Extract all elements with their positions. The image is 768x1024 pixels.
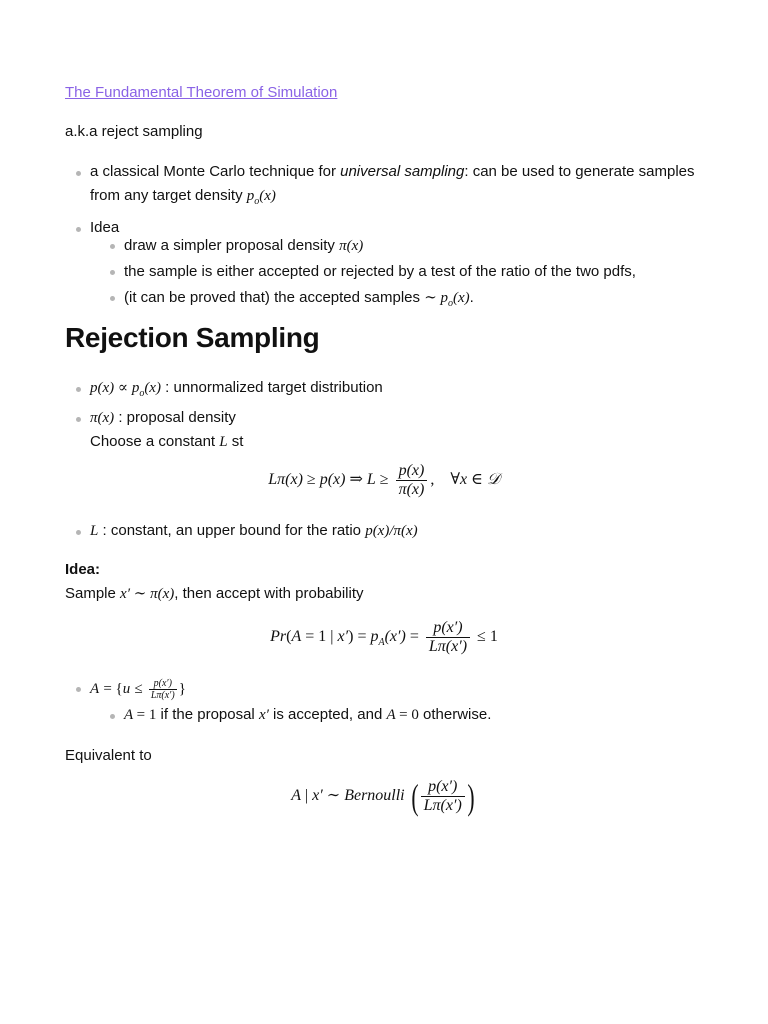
math-L: L — [219, 434, 228, 450]
item-text: is accepted, and — [268, 706, 387, 723]
list-item — [90, 406, 710, 454]
list-item — [124, 703, 724, 727]
math-sim-po: ∼ $p_o(x)$ — [424, 290, 470, 309]
math-pi-x: π(x) — [339, 238, 364, 254]
idea-label: Idea: — [65, 561, 101, 578]
item-text: from any target density — [90, 187, 243, 204]
intro-list — [90, 160, 730, 240]
item-text: a classical Monte Carlo technique for — [90, 163, 341, 180]
equivalent-text: Equivalent to — [65, 747, 152, 764]
item-text: draw a simpler proposal density — [124, 237, 335, 254]
acceptance-sublist — [124, 703, 724, 727]
item-text: : constant, an upper bound for the ratio — [98, 522, 366, 539]
item-emphasis: universal sampling — [340, 163, 465, 180]
section-title: Rejection Sampling — [65, 322, 320, 353]
math-p-prop: $p(x) \propto p_o(x)$ — [90, 380, 161, 399]
sample-prefix: Sample — [65, 585, 121, 602]
list-item — [90, 160, 730, 214]
math-A0: A = 0 — [386, 707, 419, 723]
math-po-x: $p_o(x)$ — [246, 188, 276, 207]
bound-list — [90, 519, 710, 543]
item-text: : unnormalized target distribution — [160, 379, 383, 396]
math-ratio: p(x)/π(x) — [365, 523, 418, 539]
list-item — [124, 259, 724, 285]
math-A1: A = 1 — [124, 707, 157, 723]
acceptance-list — [90, 676, 710, 702]
inequality-equation: Lπ(x) ≥ p(x) ⇒ L ≥ $\frac{p(x)}{\pi(x)}$ , ∀x ∈ 𝒟 — [268, 462, 500, 498]
item-text: Choose a constant — [90, 433, 220, 450]
item-text: Idea — [90, 219, 120, 236]
idea-sublist — [124, 233, 724, 317]
math-sample: x′ ∼ π(x) — [120, 586, 175, 602]
item-text: : proposal density — [114, 409, 236, 426]
math-xprime: x′ — [258, 707, 269, 723]
item-text: (it can be proved that) the accepted samples — [124, 289, 421, 306]
list-item: A = {u ≤ $\frac{p(x')}{L\pi(x')}$ } — [90, 676, 710, 702]
item-text: st — [227, 433, 244, 450]
list-item — [124, 233, 724, 259]
item-text: : can be used to generate samples — [464, 163, 695, 180]
aka-text: a.k.a reject sampling — [65, 123, 203, 140]
acceptance-probability-equation: Pr(A = 1 | $x') = p_A(x')$ = $\frac{p(x')}{L\pi(x')}$ ≤ 1 — [270, 619, 498, 655]
list-item — [90, 519, 710, 543]
sample-text — [65, 583, 364, 605]
rejection-list — [90, 376, 710, 454]
list-item: (it can be proved that) the accepted samples ∼ $p_o(x)$. — [124, 285, 724, 317]
sample-suffix: , then accept with probability — [174, 585, 364, 602]
math-A-set: A — [90, 681, 100, 697]
theorem-link[interactable]: The Fundamental Theorem of Simulation — [65, 84, 338, 101]
item-text: otherwise. — [418, 706, 492, 723]
item-text: the sample is either accepted or rejected by a test of the ratio of the two pdfs, — [124, 263, 636, 280]
bernoulli-equation: A | x′ ∼ Bernoulli ( $\frac{p(x')}{L\pi(x')}$ ) — [291, 776, 475, 817]
list-item — [90, 376, 710, 406]
math-L: L — [90, 523, 99, 539]
math-pi-x: π(x) — [90, 410, 115, 426]
item-text: if the proposal — [156, 706, 259, 723]
